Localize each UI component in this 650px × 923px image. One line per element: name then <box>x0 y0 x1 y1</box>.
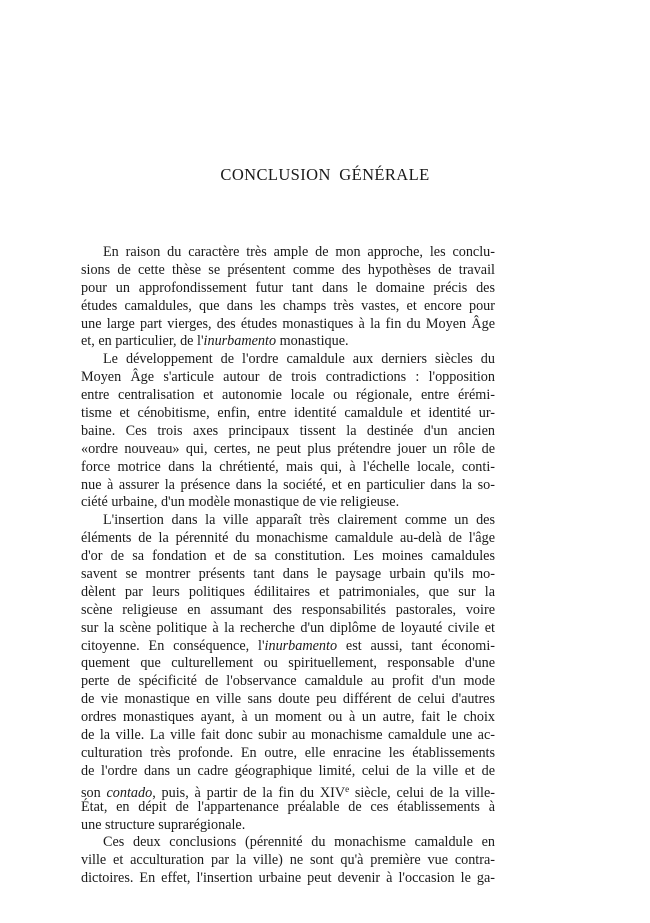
text-segment: Ces deux conclusions (pérennité du monachisme camaldule en <box>103 834 495 851</box>
text-segment: de l'ordre dans un cadre géographique limité, celui de la ville et de <box>81 762 495 779</box>
text-line <box>81 477 495 495</box>
text-line <box>81 566 495 584</box>
text-segment: de la ville. La ville fait donc subir au monachisme camaldule une ac- <box>81 727 495 744</box>
text-line <box>81 852 495 870</box>
text-line <box>81 423 495 441</box>
text-segment: Moyen Âge s'articule autour de trois contradictions : l'opposition <box>81 369 495 386</box>
text-segment: scène religieuse en assumant des responsabilités pastorales, voire <box>81 601 495 618</box>
body-text <box>81 244 495 888</box>
text-line <box>81 459 495 477</box>
text-line <box>81 530 495 548</box>
text-segment: entre centralisation et autonomie locale ou régionale, entre érémi- <box>81 387 495 404</box>
italic-term: inurbamento <box>264 637 338 654</box>
text-segment: nue à assurer la présence dans la société, et en particulier dans la so- <box>81 476 495 493</box>
text-segment: force motrice dans la chrétienté, mais qui, à l'échelle locale, conti- <box>81 458 495 475</box>
text-segment: dictoires. En effet, l'insertion urbaine peut devenir à l'occasion le ga- <box>81 870 495 887</box>
text-line <box>81 745 495 763</box>
text-line <box>81 369 495 387</box>
text-line <box>81 602 495 620</box>
superscript: e <box>345 783 350 794</box>
text-line <box>81 280 495 298</box>
text-segment: pour un approfondissement futur tant dans le domaine précis des <box>81 279 495 296</box>
text-line <box>81 512 495 530</box>
text-segment: et, en particulier, de l' <box>81 333 204 350</box>
italic-term: inurbamento <box>203 333 277 350</box>
text-line <box>81 387 495 405</box>
text-line <box>81 817 495 835</box>
text-line <box>81 620 495 638</box>
text-line <box>81 638 495 656</box>
text-segment: études camaldules, que dans les champs très vastes, et encore pour <box>81 297 495 314</box>
text-segment: sur la scène politique à la recherche d'un diplôme de loyauté civile et <box>81 619 495 636</box>
text-line <box>81 316 495 334</box>
text-segment: perte de spécificité de l'observance camaldule au profit d'un mode <box>81 673 495 690</box>
text-line <box>81 799 495 817</box>
text-segment: monastique. <box>276 333 349 350</box>
text-segment: baine. Ces trois axes principaux tissent la destinée d'un ancien <box>81 422 495 439</box>
text-line <box>81 763 495 781</box>
text-line <box>81 834 495 852</box>
text-segment: siècle, celui de la ville- <box>349 784 495 801</box>
text-segment: tisme et cénobitisme, enfin, entre identité camaldule et identité ur- <box>81 405 495 422</box>
text-line <box>81 548 495 566</box>
text-segment: dèlent par leurs politiques édilitaires et patrimoniales, que sur la <box>81 583 495 600</box>
italic-term: contado <box>106 784 153 801</box>
text-segment: une structure suprarégionale. <box>81 816 246 833</box>
text-segment: quement que culturellement ou spirituellement, responsable d'une <box>81 655 495 672</box>
text-segment: une large part vierges, des études monastiques à la fin du Moyen Âge <box>81 315 495 332</box>
text-line <box>81 781 495 799</box>
text-line <box>81 298 495 316</box>
text-line <box>81 584 495 602</box>
text-segment: de vie monastique en ville sans doute peu différent de celui d'autres <box>81 691 495 708</box>
text-segment: ordres monastiques ayant, à un moment ou à un autre, fait le choix <box>81 709 495 726</box>
text-segment: sions de cette thèse se présentent comme des hypothèses de travail <box>81 261 495 278</box>
text-segment: éléments de la pérennité du monachisme camaldule au-delà de l'âge <box>81 530 495 547</box>
text-segment: culturation très profonde. En outre, elle enracine les établissements <box>81 744 495 761</box>
text-segment: , puis, à partir de la fin du XIV <box>152 784 346 801</box>
text-segment: État, en dépit de l'appartenance préalable de ces établissements à <box>81 798 495 815</box>
text-segment: citoyenne. En conséquence, l' <box>81 637 265 654</box>
text-line <box>81 655 495 673</box>
text-line <box>81 244 495 262</box>
text-line <box>81 870 495 888</box>
text-line <box>81 727 495 745</box>
text-segment: d'or de sa fondation et de sa constitution. Les moines camaldules <box>81 548 495 565</box>
text-segment: est aussi, tant économi- <box>337 637 495 654</box>
text-line <box>81 351 495 369</box>
text-line <box>81 709 495 727</box>
text-line <box>81 405 495 423</box>
text-segment: En raison du caractère très ample de mon approche, les conclu- <box>103 244 495 260</box>
text-segment: son <box>81 784 107 801</box>
text-line <box>81 673 495 691</box>
text-segment: ciété urbaine, d'un modèle monastique de vie religieuse. <box>81 494 400 511</box>
text-segment: ville et acculturation par la ville) ne sont qu'à première vue contra- <box>81 852 495 869</box>
text-line <box>81 262 495 280</box>
text-segment: Le développement de l'ordre camaldule aux derniers siècles du <box>103 351 495 368</box>
text-segment: savent se montrer présents tant dans le paysage urbain qu'ils mo- <box>81 566 495 583</box>
chapter-title: CONCLUSION GÉNÉRALE <box>220 165 430 184</box>
text-segment: «ordre nouveau» qui, certes, ne peut plus prétendre jouer un rôle de <box>81 440 495 457</box>
text-line <box>81 691 495 709</box>
text-line <box>81 333 495 351</box>
text-segment: L'insertion dans la ville apparaît très clairement comme un des <box>103 512 495 529</box>
text-line <box>81 494 495 512</box>
text-line <box>81 441 495 459</box>
